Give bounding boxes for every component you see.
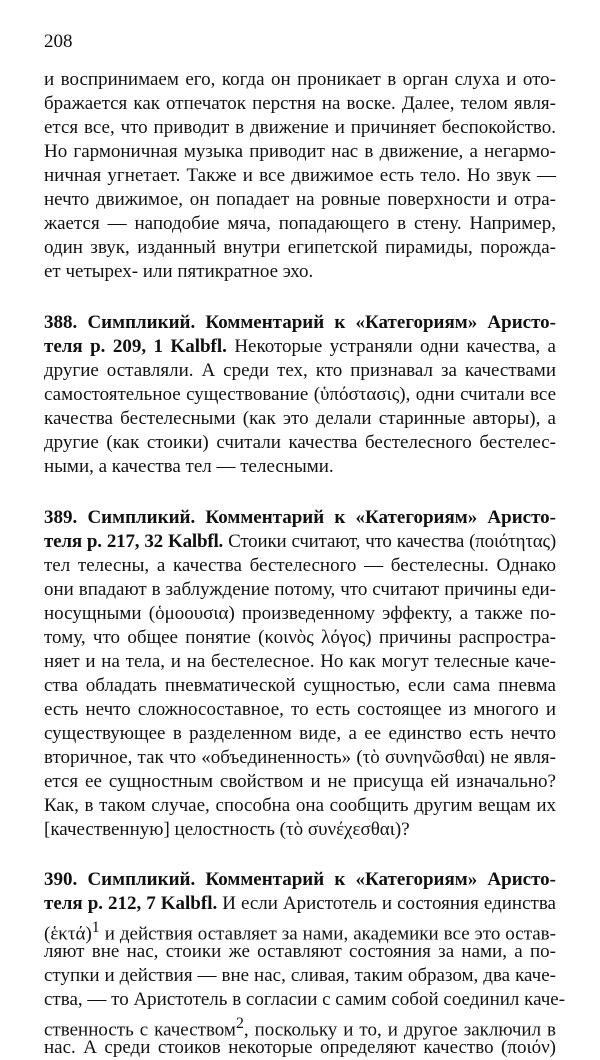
text-line: есть нечто сложносоставное, то есть состоящее из многого и <box>44 699 556 720</box>
text-line: качества бестелесными (как это делали старинные авторы), а <box>44 408 556 429</box>
text-line: ными, а качества тел — телесными. <box>44 456 334 477</box>
text-line: Как, в таком случае, способна она сообщить другим вещам их <box>44 795 556 816</box>
fragment-389 <box>44 506 556 842</box>
text-line: носущными (ὁμοουσια) произведенному эффекту, а также по- <box>44 603 556 624</box>
text-line: и воспринимаем его, когда он проникает в орган слуха и ото- <box>44 69 556 90</box>
text-line: нечто движимое, он попадает на ровные поверхности и отра- <box>44 189 556 210</box>
text-line <box>44 916 556 945</box>
text-span: Стоики считают, что качества (ποιότητας) <box>223 531 556 552</box>
intro-paragraph <box>44 68 556 284</box>
text-line: ства, — то Аристотель в согласии с самим собой соединил каче- <box>44 989 566 1010</box>
fragment-388 <box>44 311 556 479</box>
fragment-heading-end: теля р. 217, 32 Kalbfl. <box>44 531 224 552</box>
text-line <box>44 335 556 359</box>
text-span: ственность с качеством <box>44 1019 236 1041</box>
text-line: няет и на тела, и на бестелесное. Но как могут телесные каче- <box>44 651 556 672</box>
text-span: (ἑκτά) <box>44 923 92 945</box>
fragment-heading: 390. Симпликий. Комментарий к «Категориям» Аристо- <box>44 869 556 890</box>
text-line: другие (как стоики) считали качества бестелесного бестелес- <box>44 432 556 453</box>
text-line: ляют вне нас, стоики же оставляют состояния за нами, а по- <box>44 941 556 962</box>
body-text <box>44 68 566 1060</box>
text-line: жается — наподобие мяча, попадающего в стену. Например, <box>44 213 556 234</box>
text-line: существующее в разделенном виде, а ее единство есть нечто <box>44 723 556 744</box>
text-line: ет четырех- или пятикратное эхо. <box>44 261 314 282</box>
text-line: самостоятельное существование (ὑπόστασις), одни считали все <box>44 384 556 405</box>
text-line: ступки и действия — вне нас, сливая, таким образом, два каче- <box>44 965 556 986</box>
text-line <box>44 530 556 554</box>
text-line: бражается как отпечаток перстня на воске. Далее, телом явля- <box>44 93 556 114</box>
text-line: ничная угнетает. Также и все движимое есть тело. Но звук — <box>44 165 556 186</box>
text-line: вторичное, так что «объединенность» (τὸ συνηνῶσθαι) не явля- <box>44 747 556 768</box>
footnote-ref-1: 1 <box>91 919 100 936</box>
text-line: Но гармоничная музыка приводит нас в движение, а негармо- <box>44 141 556 162</box>
text-line: тому, что общее понятие (κοινὸς λόγος) причины распростра- <box>44 627 556 648</box>
text-span: , поскольку и то, и другое заключил в <box>243 1019 556 1041</box>
text-line: тел телесны, а качества бестелесного — бестелесны. Однако <box>44 555 556 576</box>
text-line: [качественную] целостность (τὸ συνέχεσθαι)? <box>44 819 410 840</box>
text-line <box>44 892 556 916</box>
footnote-ref-2: 2 <box>235 1015 244 1032</box>
text-span: и действия оставляет за нами, академики все это остав- <box>99 923 556 945</box>
text-line <box>44 1012 556 1041</box>
fragment-heading: 388. Симпликий. Комментарий к «Категориям» Аристо- <box>44 312 556 333</box>
text-line: ется ее сущностным свойством и не присуща ей изначально? <box>44 771 556 792</box>
fragment-heading-end: теля р. 209, 1 Kalbfl. <box>44 336 227 357</box>
text-line: они впадают в заблуждение потому, что считают причины еди- <box>44 579 556 600</box>
text-line: ется все, что приводит в движение и причиняет беспокойство. <box>44 117 556 138</box>
fragment-390 <box>44 868 566 1060</box>
text-line: ства обладать пневматической сущностью, если сама пневма <box>44 675 556 696</box>
page-number: 208 <box>44 31 73 52</box>
fragment-heading-end: теля р. 212, 7 Kalbfl. <box>44 893 218 914</box>
fragment-heading: 389. Симпликий. Комментарий к «Категориям» Аристо- <box>44 507 556 528</box>
text-line: один звук, изданный внутри египетской пирамиды, порожда- <box>44 237 556 258</box>
text-line: другие оставляли. А среди тех, кто признавал за качествами <box>44 360 556 381</box>
text-span: И если Аристотель и состояния единства <box>217 893 556 914</box>
text-span: Некоторые устраняли одни качества, а <box>226 336 556 357</box>
text-line: нас. А среди стоиков некоторые определяют качество (ποιόν) <box>44 1037 556 1058</box>
